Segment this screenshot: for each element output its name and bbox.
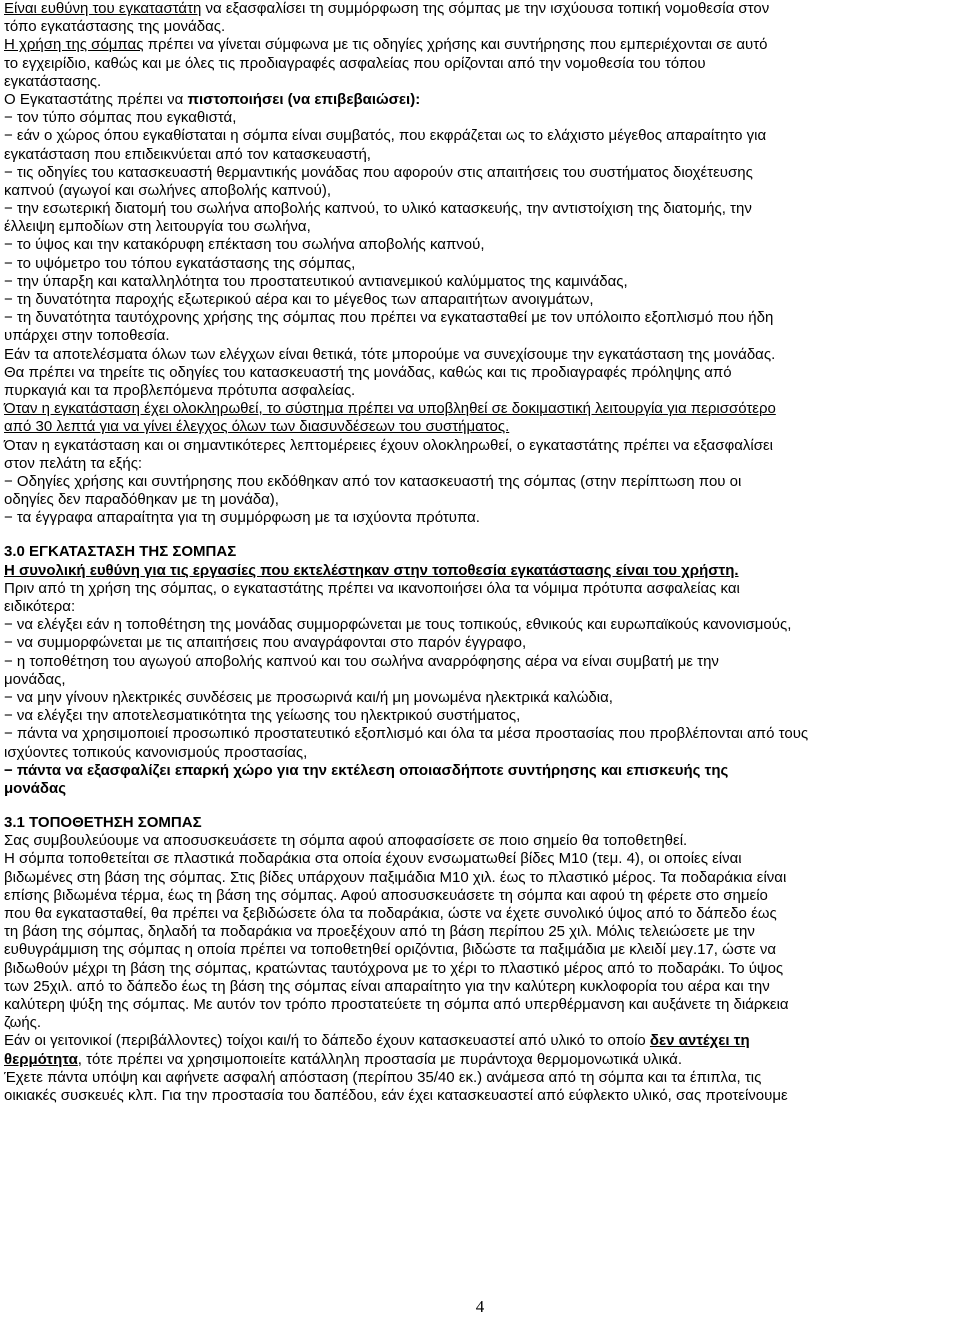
section-heading: 3.1 ΤΟΠΟΘΕΤΗΣΗ ΣΟΜΠΑΣ	[4, 814, 202, 832]
text-line: βιδωμένες στη βάση της σόμπας. Στις βίδες υπάρχουν παξιμάδια Μ10 χιλ. έως το πλαστικό μέρος. Τα ποδαράκια είναι	[4, 868, 787, 886]
list-item: − να μην γίνουν ηλεκτρικές συνδέσεις με προσωρινά και/ή μη μονωμένα ηλεκτρικά καλώδια,	[4, 688, 613, 706]
list-item: εγκατάσταση που επιδεικνύεται από τον κατασκευαστή,	[4, 145, 371, 163]
text-line: στον πελάτη τα εξής:	[4, 454, 143, 472]
list-item: καπνού (αγωγοί και σωλήνες αποβολής καπνού),	[4, 181, 331, 199]
underlined-text-line: Όταν η εγκατάσταση έχει ολοκληρωθεί, το σύστημα πρέπει να υποβληθεί σε δοκιμαστική λειτουργία για περισσότερο	[4, 400, 776, 418]
list-item: − τα έγγραφα απαραίτητα για τη συμμόρφωση με τα ισχύοντα πρότυπα.	[4, 509, 480, 527]
text-line: τόπο εγκατάστασης της μονάδας.	[4, 18, 226, 36]
list-item: − να συμμορφώνεται με τις απαιτήσεις που αναγράφονται στο παρόν έγγραφο,	[4, 634, 527, 652]
list-item: − το ύψος και την κατακόρυφη επέκταση του σωλήνα αποβολής καπνού,	[4, 236, 485, 254]
bold-underlined-phrase: θερμότητα	[4, 1050, 78, 1068]
text-line: Η σόμπα τοποθετείται σε πλαστικά ποδαράκια στα οποία έχουν ενσωματωθεί βίδες Μ10 (τεμ. 4), οι οποίες είναι	[4, 850, 742, 868]
text-run: Ο Εγκαταστάτης πρέπει να	[4, 90, 188, 108]
page-number: 4	[475, 1297, 485, 1316]
text-line: βιδωθούν μέχρι τη βάση της σόμπας, κρατώντας ταυτόχρονα με το χέρι το πλαστικό μέρος από το ποδαράκι. Το ύψος	[4, 959, 784, 977]
text-line: το εγχειρίδιο, καθώς και με όλες τις προδιαγραφές ασφαλείας που ορίζονται από την νομοθεσία του τόπου	[4, 54, 706, 72]
list-item: − να ελέγξει την αποτελεσματικότητα της γείωσης του ηλεκτρικού συστήματος,	[4, 707, 521, 725]
list-item: ισχύοντες τοπικούς κανονισμούς προστασίας,	[4, 743, 308, 761]
text-line	[4, 0, 956, 18]
text-line	[4, 91, 956, 109]
text-line	[4, 1051, 956, 1069]
bold-list-item: μονάδας	[4, 779, 67, 797]
list-item: έλλειψη εμποδίων στη λειτουργία του σωλήνα,	[4, 218, 311, 236]
text-line: εγκατάστασης.	[4, 72, 102, 90]
list-item: − εάν ο χώρος όπου εγκαθίσταται η σόμπα είναι συμβατός, που εκφράζεται ως το ελάχιστο μέγεθος απαραίτητο για	[4, 127, 767, 145]
text-run: Εάν οι γειτονικοί (περιβάλλοντες) τοίχοι και/ή το δάπεδο έχουν κατασκευαστεί από υλικό το οποίο	[4, 1032, 650, 1050]
text-line: Θα πρέπει να τηρείτε τις οδηγίες του κατασκευαστή της μονάδας, καθώς και τις προδιαγραφές πρόληψης από	[4, 363, 732, 381]
text-line: Εάν τα αποτελέσματα όλων των ελέγχων είναι θετικά, τότε μπορούμε να συνεχίσουμε την εγκατάσταση της μονάδας.	[4, 345, 776, 363]
list-item: − να ελέγξει εάν η τοποθέτηση της μονάδας συμμορφώνεται με τους τοπικούς, εθνικούς και ευρωπαϊκούς κανονισμούς,	[4, 616, 792, 634]
text-line: πυρκαγιά και τα προβλεπόμενα πρότυπα ασφαλείας.	[4, 381, 356, 399]
list-item: − η τοποθέτηση του αγωγού αποβολής καπνού και του σωλήνα αναρρόφησης αέρα να είναι συμβατή με την	[4, 652, 719, 670]
list-item: μονάδας,	[4, 670, 66, 688]
responsibility-statement: Η συνολική ευθύνη για τις εργασίες που εκτελέστηκαν στην τοποθεσία εγκατάστασης είναι του χρήστη.	[4, 561, 739, 579]
text-line: Έχετε πάντα υπόψη και αφήνετε ασφαλή απόσταση (περίπου 35/40 εκ.) ανάμεσα από τη σόμπα και τα έπιπλα, τις	[4, 1068, 762, 1086]
list-item: − το υψόμετρο του τόπου εγκατάστασης της σόμπας,	[4, 254, 356, 272]
text-line: καλύτερη ψύξη της σόμπας. Με αυτόν τον τρόπο προστατεύετε τη σόμπα από υπερθέρμανση και αυξάνετε τη διάρκεια	[4, 995, 789, 1013]
list-item: − πάντα να χρησιμοποιεί προσωπικό προστατευτικό εξοπλισμό και όλα τα μέσα προστασίας που προβλέπονται από τους	[4, 725, 809, 743]
bold-list-item: − πάντα να εξασφαλίζει επαρκή χώρο για την εκτέλεση οποιασδήποτε συντήρησης και επισκευής της	[4, 761, 729, 779]
text-line: Πριν από τη χρήση της σόμπας, ο εγκαταστάτης πρέπει να ικανοποιήσει όλα τα νόμιμα πρότυπα ασφαλείας και	[4, 579, 740, 597]
list-item: − τη δυνατότητα παροχής εξωτερικού αέρα και το μέγεθος των απαραιτήτων ανοιγμάτων,	[4, 291, 594, 308]
list-item: − τις οδηγίες του κατασκευαστή θερμαντικής μονάδας που αφορούν στις απαιτήσεις του συστήματος διοχέτευσης	[4, 163, 753, 181]
underlined-text-line: από 30 λεπτά για να γίνει έλεγχος όλων των διασυνδέσεων του συστήματος.	[4, 418, 510, 436]
list-item: − την εσωτερική διατομή του σωλήνα αποβολής καπνού, το υλικό κατασκευής, την αντιστοίχιση της διατομής, την	[4, 200, 752, 218]
spacer	[4, 527, 956, 543]
text-run: , τότε πρέπει να χρησιμοποιείτε κατάλληλη προστασία με πυράντοχα θερμομονωτικά υλικά.	[77, 1050, 683, 1068]
bold-underlined-phrase: δεν αντέχει τη	[649, 1032, 750, 1050]
list-item: υπάρχει στην τοποθεσία.	[4, 327, 170, 345]
text-line: Όταν η εγκατάσταση και οι σημαντικότερες λεπτομέρειες έχουν ολοκληρωθεί, ο εγκαταστάτης πρέπει να εξασφαλίσει	[4, 436, 773, 454]
text-line: ειδικότερα:	[4, 598, 76, 615]
text-line: ευθυγράμμιση της σόμπας η οποία πρέπει να τοποθετηθεί οριζόντια, βιδώστε τα παξιμάδια με κλειδί μεγ.17, ώστε να	[4, 941, 777, 959]
text-line	[4, 36, 956, 54]
underlined-phrase: Η χρήση της σόμπας	[4, 36, 144, 54]
text-line: ζωής.	[4, 1014, 42, 1032]
section-heading: 3.0 ΕΓΚΑΤΑΣΤΑΣΗ ΤΗΣ ΣΟΜΠΑΣ	[4, 543, 237, 561]
list-item: − Οδηγίες χρήσης και συντήρησης που εκδόθηκαν από τον κατασκευαστή της σόμπας (στην περίπτωση που οι	[4, 472, 742, 490]
bold-phrase: πιστοποιήσει (να επιβεβαιώσει):	[187, 90, 421, 108]
list-item: − τη δυνατότητα ταυτόχρονης χρήσης της σόμπας που πρέπει να εγκατασταθεί με τον υπόλοιπο εξοπλισμό που ήδη	[4, 309, 774, 327]
text-line: οικιακές συσκευές κλπ. Για την προστασία του δαπέδου, εάν έχει κατασκευαστεί από εύφλεκτο υλικό, σας προτείνουμε	[4, 1086, 788, 1104]
text-line	[4, 1032, 956, 1050]
list-item: − την ύπαρξη και καταλληλότητα του προστατευτικού αντιανεμικού καλύμματος της καμινάδας,	[4, 272, 628, 290]
text-line: επίσης βιδωμένα τέρμα, έως τη βάση της σόμπας. Αφού αποσυσκευάσετε τη σόμπα και αφού τη φέρετε στο σημείο	[4, 886, 768, 904]
text-line: Σας συμβουλεύουμε να αποσυσκευάσετε τη σόμπα αφού αποφασίσετε σε ποιο σημείο θα τοποθετηθεί.	[4, 832, 688, 850]
text-line: τη βάση της σόμπας, δηλαδή τα ποδαράκια να προεξέχουν από τη βάση περίπου 25 χιλ. Μόλις τελειώσετε με την	[4, 923, 755, 941]
list-item: − τον τύπο σόμπας που εγκαθιστά,	[4, 109, 237, 127]
list-item: οδηγίες δεν παραδόθηκαν με τη μονάδα),	[4, 491, 279, 509]
text-run: να εξασφαλίσει τη συμμόρφωση της σόμπας με την ισχύουσα τοπική νομοθεσία στον	[201, 0, 770, 17]
underlined-phrase: Είναι ευθύνη του εγκαταστάτη	[4, 0, 202, 17]
text-run: πρέπει να γίνεται σύμφωνα με τις οδηγίες χρήσης και συντήρησης που εμπεριέχονται σε αυτό	[143, 36, 768, 54]
text-line: των 25χιλ. από το δάπεδο έως τη βάση της σόμπας είναι απαραίτητο για την καλύτερη κυκλοφορία του αέρα και την	[4, 977, 770, 995]
spacer	[4, 798, 956, 814]
text-line: που θα εγκατασταθεί, θα πρέπει να ξεβιδώσετε όλα τα ποδαράκια, ώστε να έχετε συνολικό ύψος από το δάπεδο έως	[4, 905, 777, 922]
